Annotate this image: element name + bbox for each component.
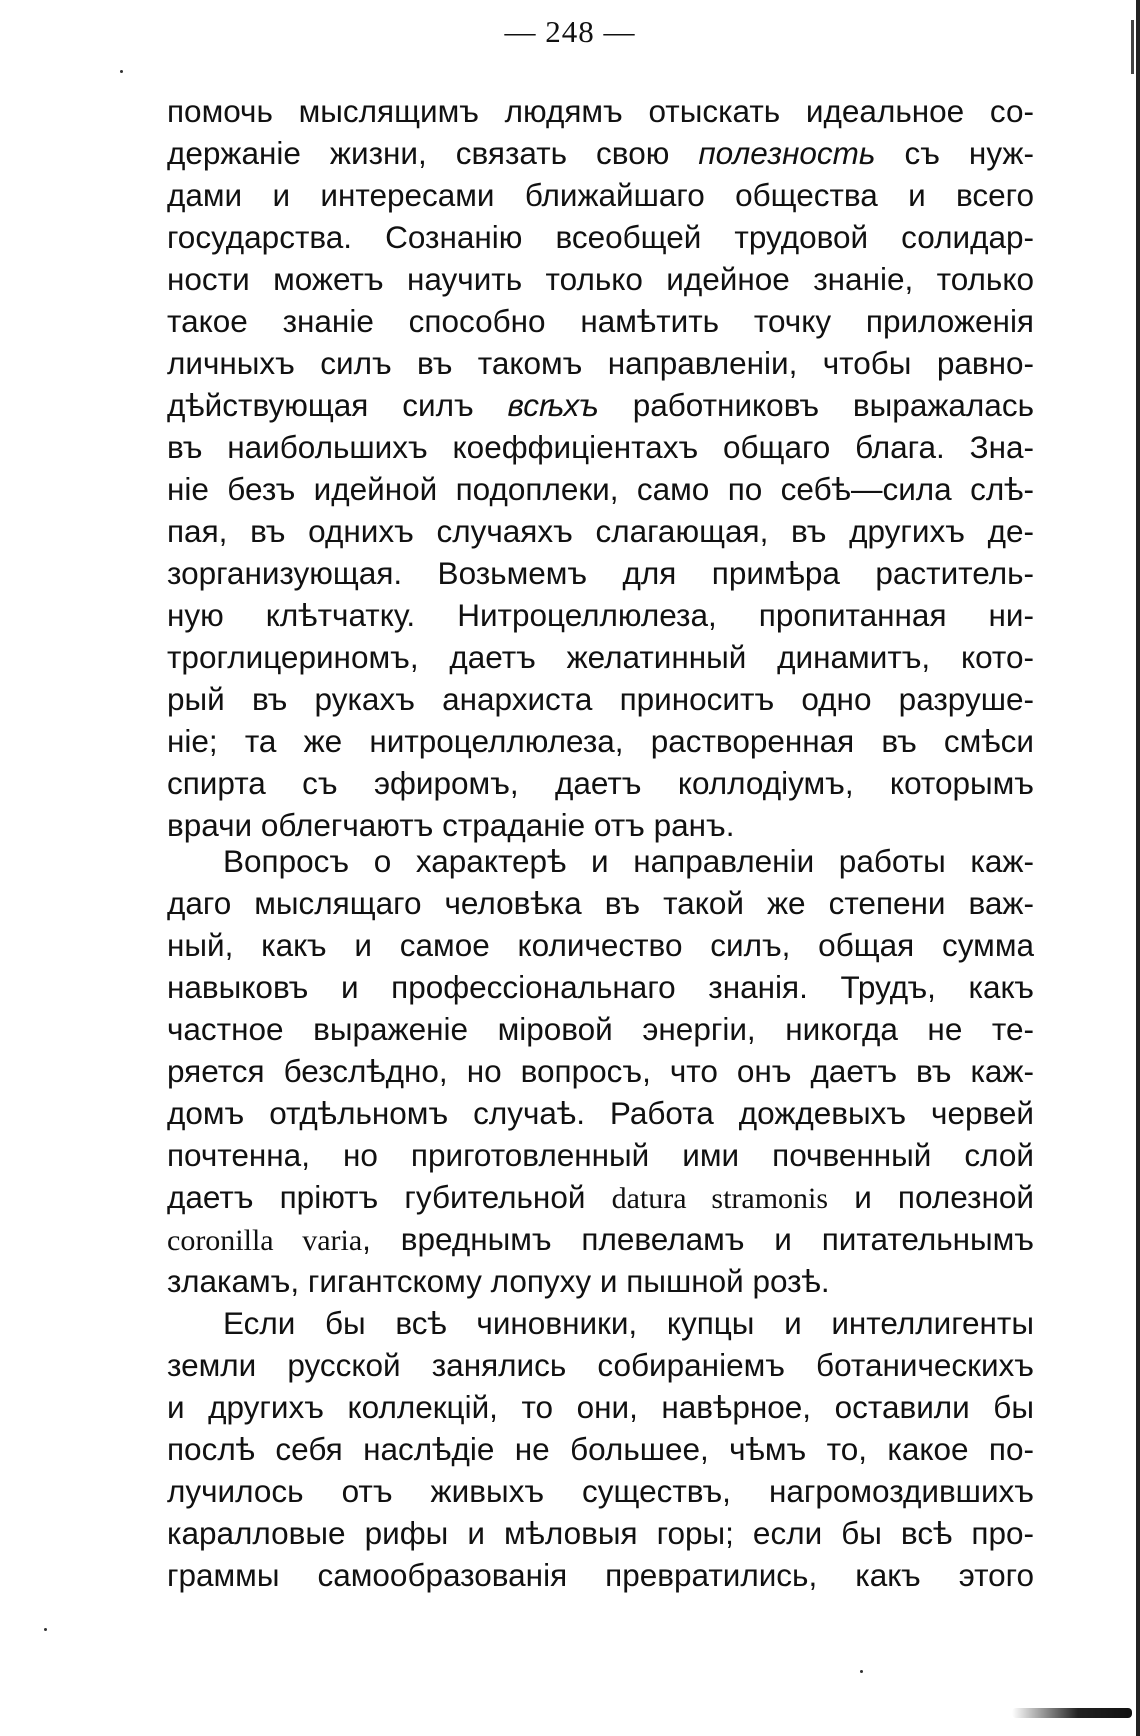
italic-word: всѣхъ	[507, 387, 599, 423]
text-line: Вопросъ о характерѣ и направленіи работы каж-	[223, 843, 1034, 879]
text-line: ный, какъ и самое количество силъ, общая сумма	[167, 927, 1034, 963]
page-edge-shadow	[1136, 0, 1140, 1736]
page-number: — 248 —	[504, 14, 636, 49]
text-line: земли русской занялись собираніемъ ботаническихъ	[167, 1347, 1034, 1383]
text-line: государства. Сознанію всеобщей трудовой солидар-	[167, 219, 1034, 255]
paragraph-1	[167, 90, 1034, 846]
scan-smudge	[1012, 1708, 1132, 1718]
latin-term: datura stramonis	[611, 1182, 829, 1215]
text-line: coronilla varia, вреднымъ плевеламъ и питательнымъ	[167, 1221, 1034, 1257]
text-line: ную клѣтчатку. Нитроцеллюлеза, пропитанная ни-	[167, 597, 1034, 633]
text-line: дами и интересами ближайшаго общества и всего	[167, 177, 1034, 213]
text-line: держаніе жизни, связать свою полезность съ нуж-	[167, 135, 1034, 171]
text-line: ряется безслѣдно, но вопросъ, что онъ даетъ въ каж-	[167, 1053, 1034, 1089]
text-line: лучилось отъ живыхъ существъ, нагромоздившихъ	[167, 1473, 1034, 1509]
text-line: троглицериномъ, даетъ желатинный динамитъ, кото-	[167, 639, 1034, 675]
text-line: дѣйствующая силъ всѣхъ работниковъ выражалась	[167, 387, 1034, 423]
text-line: ніе безъ идейной подоплеки, само по себѣ—сила слѣ-	[167, 471, 1034, 507]
text-line: ніе; та же нитроцеллюлеза, растворенная въ смѣси	[167, 723, 1034, 759]
paragraph-3	[167, 1302, 1034, 1596]
text-line: почтенна, но приготовленный ими почвенный слой	[167, 1137, 1034, 1173]
paragraph-2	[167, 840, 1034, 1302]
text-line: даетъ пріютъ губительной datura stramonis и полезной	[167, 1179, 1034, 1215]
text-line: граммы самообразованія превратились, какъ этого	[167, 1557, 1034, 1593]
text-line: навыковъ и профессіональнаго знанія. Трудъ, какъ	[167, 969, 1034, 1005]
text-line: ности можетъ научить только идейное знаніе, только	[167, 261, 1034, 297]
text-line: зорганизующая. Возьмемъ для примѣра раститель-	[167, 555, 1034, 591]
text-line: частное выраженіе міровой энергіи, никогда не те-	[167, 1011, 1034, 1047]
dust-speck	[44, 1628, 47, 1631]
dust-speck	[860, 1670, 863, 1673]
text-line: въ наибольшихъ коеффиціентахъ общаго блага. Зна-	[167, 429, 1034, 465]
text-line: домъ отдѣльномъ случаѣ. Работа дождевыхъ червей	[167, 1095, 1034, 1131]
text-line: помочь мыслящимъ людямъ отыскать идеальное со-	[167, 93, 1034, 129]
text-line: каралловые рифы и мѣловыя горы; если бы всѣ про-	[167, 1515, 1034, 1551]
text-line: и другихъ коллекцій, то они, навѣрное, оставили бы	[167, 1389, 1034, 1425]
dust-speck	[120, 70, 123, 73]
italic-word: полезность	[698, 135, 876, 171]
text-line: рый въ рукахъ анархиста приноситъ одно разруше-	[167, 681, 1034, 717]
text-line: Если бы всѣ чиновники, купцы и интеллигенты	[223, 1305, 1034, 1341]
text-line: даго мыслящаго человѣка въ такой же степени важ-	[167, 885, 1034, 921]
text-line: послѣ себя наслѣдіе не большее, чѣмъ то, какое по-	[167, 1431, 1034, 1467]
text-line: врачи облегчаютъ страданіе отъ ранъ.	[167, 807, 735, 843]
text-line: пая, въ однихъ случаяхъ слагающая, въ другихъ де-	[167, 513, 1034, 549]
text-line: личныхъ силъ въ такомъ направленіи, чтобы равно-	[167, 345, 1034, 381]
text-line: спирта съ эфиромъ, даетъ коллодіумъ, которымъ	[167, 765, 1034, 801]
latin-term: coronilla varia	[167, 1224, 363, 1257]
text-line: такое знаніе способно намѣтить точку приложенія	[167, 303, 1034, 339]
text-line: злакамъ, гигантскому лопуху и пышной розѣ.	[167, 1263, 830, 1299]
